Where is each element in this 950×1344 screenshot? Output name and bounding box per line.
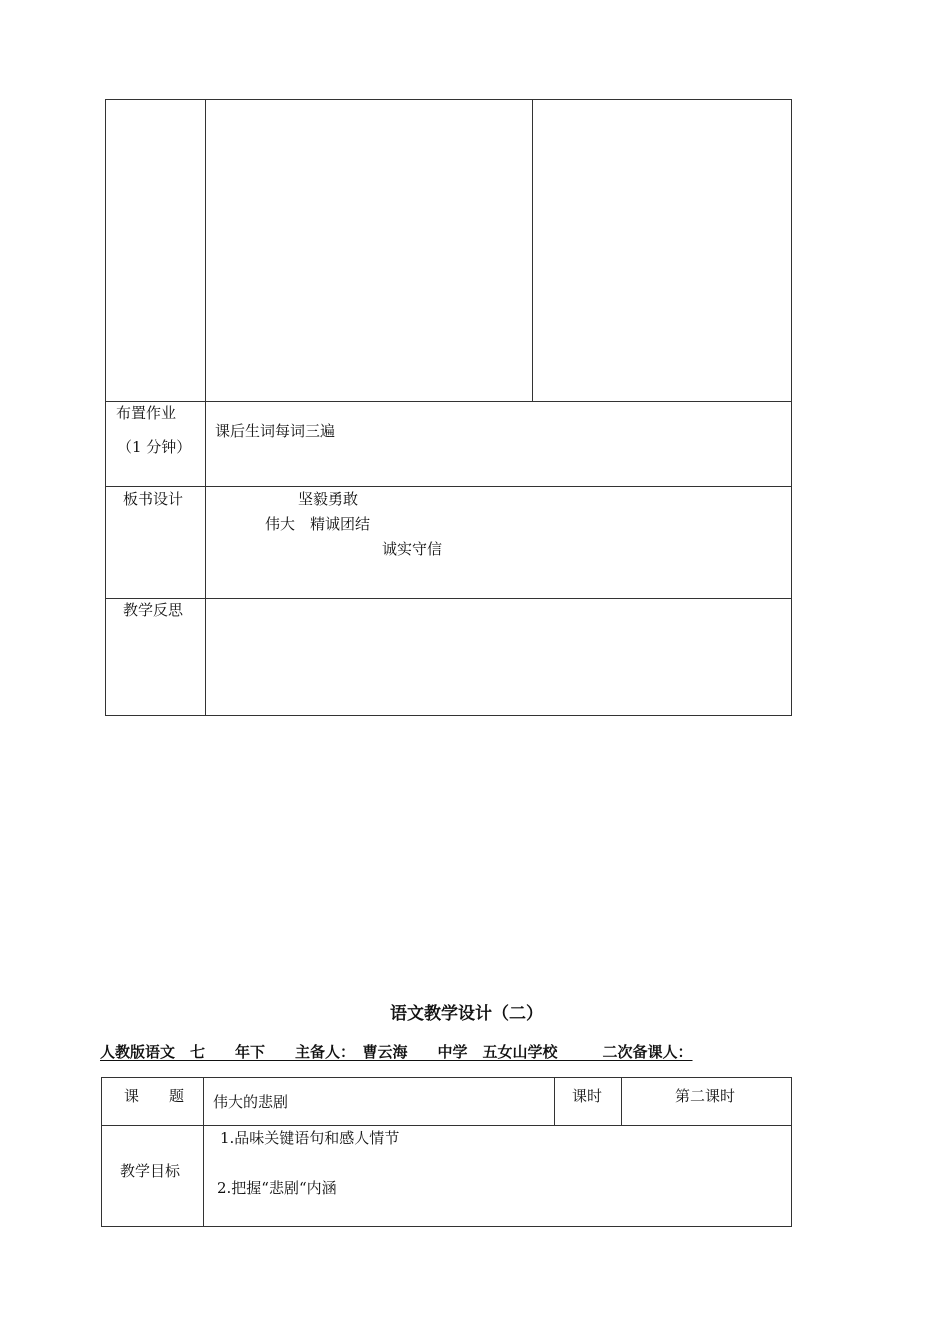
table2-col-divider xyxy=(554,1077,555,1126)
board-line-2: 伟大 精诚团结 xyxy=(265,515,371,533)
page-title: 语文教学设计（二） xyxy=(390,1004,543,1024)
goal-item: 2.把握“悲剧“内涵 xyxy=(217,1179,337,1197)
table2-top-border xyxy=(101,1077,792,1078)
board-line-1: 坚毅勇敢 xyxy=(298,490,359,508)
board-design-label: 板书设计 xyxy=(123,490,184,508)
period-value: 第二课时 xyxy=(675,1087,736,1105)
table1-bottom-border xyxy=(105,715,792,716)
goals-label: 教学目标 xyxy=(120,1162,181,1180)
period-label: 课时 xyxy=(572,1087,603,1105)
info-line: 人教版语文 七 年下 主备人： 曹云海 中学 五女山学校 二次备课人： xyxy=(100,1043,693,1061)
table2-col-divider xyxy=(621,1077,622,1126)
table1-col-divider xyxy=(532,99,533,402)
table2-row-divider xyxy=(101,1125,792,1126)
goal-item: 1.品味关键语句和感人情节 xyxy=(220,1129,400,1147)
homework-time-label: （1 分钟） xyxy=(117,438,192,456)
topic-value: 伟大的悲剧 xyxy=(213,1093,289,1111)
table1-row-divider xyxy=(105,401,792,402)
reflection-label: 教学反思 xyxy=(123,601,184,619)
table2-bottom-border xyxy=(101,1226,792,1227)
board-line-3: 诚实守信 xyxy=(382,540,443,558)
table1-right-border xyxy=(791,99,792,716)
table1-col-divider xyxy=(205,99,206,716)
table1-row-divider xyxy=(105,598,792,599)
homework-label: 布置作业 xyxy=(116,404,177,422)
table2-col-divider xyxy=(203,1077,204,1227)
table2-left-border xyxy=(101,1077,102,1227)
table2-right-border xyxy=(791,1077,792,1227)
table1-top-border xyxy=(105,99,792,100)
table1-left-border xyxy=(105,99,106,716)
table1-row-divider xyxy=(105,486,792,487)
topic-label: 课 题 xyxy=(124,1087,185,1105)
homework-content: 课后生词每词三遍 xyxy=(215,422,336,440)
